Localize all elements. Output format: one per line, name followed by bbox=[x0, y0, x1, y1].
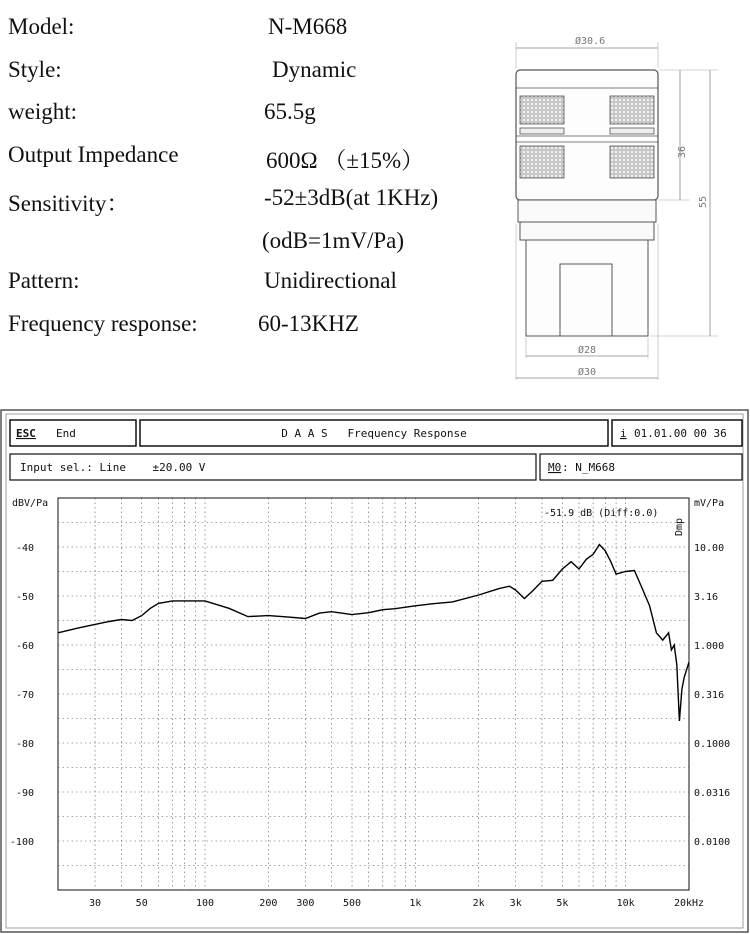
daas-panel bbox=[0, 408, 750, 934]
x-tick-label: 20kHz bbox=[673, 898, 705, 909]
input-select: Input sel.: Line ±20.00 V bbox=[20, 461, 206, 474]
dim-height-inner: 36 bbox=[677, 145, 688, 158]
y-tick-label-left: -60 bbox=[15, 641, 34, 652]
memory-key: M0 bbox=[548, 461, 562, 474]
sensitivity-value: -52±3dB(at 1KHz) bbox=[264, 185, 439, 210]
dim-top-diameter: Ø30.6 bbox=[575, 36, 606, 47]
x-tick-label: 3k bbox=[509, 898, 522, 909]
sensitivity-reference: (odB=1mV/Pa) bbox=[262, 228, 405, 253]
mesh-grille-right-lower bbox=[610, 146, 654, 178]
timestamp: 01.01.00 00 36 bbox=[634, 427, 727, 440]
y-axis-label-left: dBV/Pa bbox=[12, 498, 49, 509]
y-tick-label-right: 0.0100 bbox=[694, 837, 731, 848]
frequency-label: Frequency response: bbox=[8, 311, 198, 336]
impedance-value: 600Ω （±15%） bbox=[266, 148, 425, 173]
y-tick-label-right: 0.0316 bbox=[694, 788, 731, 799]
y-axis-label-right: mV/Pa bbox=[694, 498, 725, 509]
impedance-label: Output Impedance bbox=[8, 142, 179, 167]
level-readout: -51.9 dB (Diff:0.0) bbox=[544, 508, 659, 519]
y-tick-label-left: -70 bbox=[15, 690, 34, 701]
x-tick-label: 1k bbox=[409, 898, 422, 909]
y-tick-label-left: -100 bbox=[9, 837, 34, 848]
y-tick-label-right: 0.1000 bbox=[694, 739, 731, 750]
pattern-label: Pattern: bbox=[8, 268, 80, 293]
x-tick-label: 100 bbox=[195, 898, 215, 909]
y-tick-label-left: -90 bbox=[15, 788, 34, 799]
capsule-base bbox=[526, 240, 648, 336]
esc-label: End bbox=[56, 427, 76, 440]
esc-key: ESC bbox=[16, 427, 36, 440]
memory-label: : N_M668 bbox=[562, 461, 615, 474]
capsule-head bbox=[516, 70, 658, 200]
x-tick-label: 5k bbox=[556, 898, 569, 909]
x-tick-label: 2k bbox=[472, 898, 485, 909]
style-label: Style: bbox=[8, 57, 62, 82]
pattern-value: Unidirectional bbox=[264, 268, 397, 293]
info-key: i bbox=[620, 427, 627, 440]
mesh-grille-left-lower bbox=[520, 146, 564, 178]
style-value: Dynamic bbox=[272, 57, 357, 82]
side-label: Dmp bbox=[674, 517, 685, 536]
y-tick-label-right: 1.000 bbox=[694, 641, 725, 652]
model-label: Model: bbox=[8, 14, 75, 39]
y-tick-label-right: 0.316 bbox=[694, 690, 725, 701]
x-tick-label: 500 bbox=[343, 898, 362, 909]
y-tick-label-left: -80 bbox=[15, 739, 34, 750]
x-tick-label: 300 bbox=[296, 898, 315, 909]
y-tick-label-right: 3.16 bbox=[694, 592, 719, 603]
x-tick-label: 50 bbox=[135, 898, 148, 909]
capsule-drawing bbox=[500, 28, 730, 388]
y-tick-label-right: 10.00 bbox=[694, 543, 725, 554]
x-tick-label: 10k bbox=[616, 898, 635, 909]
mesh-grille-right-upper bbox=[610, 96, 654, 124]
x-tick-label: 200 bbox=[259, 898, 278, 909]
model-value: N-M668 bbox=[268, 14, 348, 39]
dim-diameter-lower: Ø28 bbox=[578, 345, 597, 356]
weight-value: 65.5g bbox=[264, 99, 316, 124]
daas-title: D A A S Frequency Response bbox=[281, 427, 467, 440]
weight-label: weight: bbox=[8, 99, 77, 124]
frequency-value: 60-13KHZ bbox=[258, 311, 359, 336]
dim-diameter-bottom: Ø30 bbox=[578, 367, 597, 378]
y-tick-label-left: -40 bbox=[15, 543, 34, 554]
sensitivity-label: Sensitivity： bbox=[8, 191, 130, 216]
mesh-grille-left-upper bbox=[520, 96, 564, 124]
y-tick-label-left: -50 bbox=[15, 592, 34, 603]
dim-height-total: 55 bbox=[698, 195, 709, 208]
x-tick-label: 30 bbox=[89, 898, 102, 909]
